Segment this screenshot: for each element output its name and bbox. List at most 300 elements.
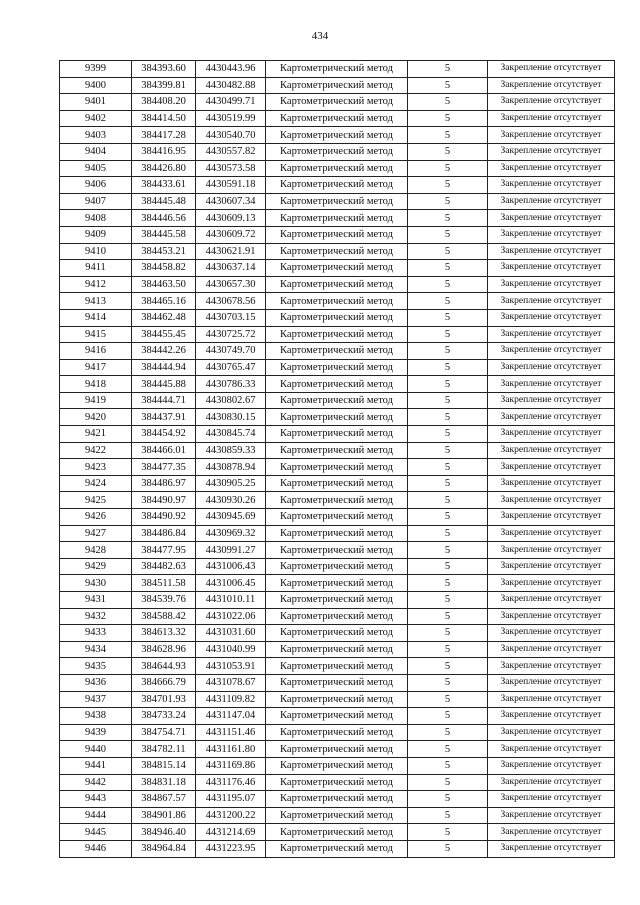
note-cell: Закрепление отсутствует [488,127,615,144]
x-coordinate-cell: 384433.61 [132,177,196,194]
point-number-cell: 9424 [60,475,132,492]
table-row [60,558,615,575]
accuracy-cell: 5 [408,143,488,160]
method-cell: Картометрический метод [266,641,408,658]
note-cell: Закрепление отсутствует [488,757,615,774]
note-cell: Закрепление отсутствует [488,193,615,210]
method-cell: Картометрический метод [266,525,408,542]
point-number-cell: 9442 [60,774,132,791]
note-cell: Закрепление отсутствует [488,459,615,476]
y-coordinate-cell: 4430557.82 [196,143,266,160]
y-coordinate-cell: 4430443.96 [196,61,266,78]
note-cell: Закрепление отсутствует [488,575,615,592]
method-cell: Картометрический метод [266,110,408,127]
table-row [60,608,615,625]
method-cell: Картометрический метод [266,824,408,841]
accuracy-cell: 5 [408,475,488,492]
y-coordinate-cell: 4430991.27 [196,542,266,559]
x-coordinate-cell: 384644.93 [132,658,196,675]
note-cell: Закрепление отсутствует [488,110,615,127]
y-coordinate-cell: 4431078.67 [196,674,266,691]
method-cell: Картометрический метод [266,442,408,459]
x-coordinate-cell: 384445.58 [132,226,196,243]
x-coordinate-cell: 384445.48 [132,193,196,210]
x-coordinate-cell: 384458.82 [132,260,196,277]
x-coordinate-cell: 384437.91 [132,409,196,426]
accuracy-cell: 5 [408,77,488,94]
note-cell: Закрепление отсутствует [488,658,615,675]
x-coordinate-cell: 384490.97 [132,492,196,509]
note-cell: Закрепление отсутствует [488,94,615,111]
accuracy-cell: 5 [408,193,488,210]
note-cell: Закрепление отсутствует [488,276,615,293]
table-row [60,807,615,824]
y-coordinate-cell: 4430657.30 [196,276,266,293]
table-row [60,210,615,227]
method-cell: Картометрический метод [266,143,408,160]
y-coordinate-cell: 4430519.99 [196,110,266,127]
x-coordinate-cell: 384477.35 [132,459,196,476]
table-row [60,691,615,708]
accuracy-cell: 5 [408,824,488,841]
x-coordinate-cell: 384445.88 [132,376,196,393]
x-coordinate-cell: 384416.95 [132,143,196,160]
method-cell: Картометрический метод [266,774,408,791]
y-coordinate-cell: 4431169.86 [196,757,266,774]
method-cell: Картометрический метод [266,658,408,675]
y-coordinate-cell: 4430749.70 [196,343,266,360]
accuracy-cell: 5 [408,276,488,293]
method-cell: Картометрический метод [266,326,408,343]
point-number-cell: 9415 [60,326,132,343]
point-number-cell: 9421 [60,426,132,443]
y-coordinate-cell: 4431214.69 [196,824,266,841]
table-row [60,492,615,509]
x-coordinate-cell: 384486.97 [132,475,196,492]
y-coordinate-cell: 4430573.58 [196,160,266,177]
x-coordinate-cell: 384867.57 [132,791,196,808]
method-cell: Картометрический метод [266,243,408,260]
method-cell: Картометрический метод [266,741,408,758]
accuracy-cell: 5 [408,226,488,243]
point-number-cell: 9404 [60,143,132,160]
point-number-cell: 9445 [60,824,132,841]
x-coordinate-cell: 384701.93 [132,691,196,708]
note-cell: Закрепление отсутствует [488,674,615,691]
table-row [60,459,615,476]
table-row [60,509,615,526]
table-row [60,708,615,725]
table-row [60,525,615,542]
note-cell: Закрепление отсутствует [488,774,615,791]
point-number-cell: 9438 [60,708,132,725]
accuracy-cell: 5 [408,724,488,741]
note-cell: Закрепление отсутствует [488,442,615,459]
accuracy-cell: 5 [408,343,488,360]
x-coordinate-cell: 384393.60 [132,61,196,78]
point-number-cell: 9419 [60,392,132,409]
method-cell: Картометрический метод [266,542,408,559]
y-coordinate-cell: 4431006.43 [196,558,266,575]
table-row [60,110,615,127]
accuracy-cell: 5 [408,94,488,111]
y-coordinate-cell: 4430930.26 [196,492,266,509]
y-coordinate-cell: 4430703.15 [196,309,266,326]
x-coordinate-cell: 384901.86 [132,807,196,824]
point-number-cell: 9435 [60,658,132,675]
y-coordinate-cell: 4430786.33 [196,376,266,393]
point-number-cell: 9403 [60,127,132,144]
accuracy-cell: 5 [408,309,488,326]
point-number-cell: 9439 [60,724,132,741]
x-coordinate-cell: 384455.45 [132,326,196,343]
accuracy-cell: 5 [408,658,488,675]
accuracy-cell: 5 [408,210,488,227]
x-coordinate-cell: 384462.48 [132,309,196,326]
y-coordinate-cell: 4430945.69 [196,509,266,526]
point-number-cell: 9429 [60,558,132,575]
y-coordinate-cell: 4430905.25 [196,475,266,492]
note-cell: Закрепление отсутствует [488,210,615,227]
note-cell: Закрепление отсутствует [488,143,615,160]
note-cell: Закрепление отсутствует [488,558,615,575]
note-cell: Закрепление отсутствует [488,376,615,393]
table-row [60,641,615,658]
table-row [60,193,615,210]
y-coordinate-cell: 4431022.06 [196,608,266,625]
table-row [60,359,615,376]
note-cell: Закрепление отсутствует [488,293,615,310]
method-cell: Картометрический метод [266,592,408,609]
y-coordinate-cell: 4431053.91 [196,658,266,675]
y-coordinate-cell: 4430765.47 [196,359,266,376]
method-cell: Картометрический метод [266,226,408,243]
accuracy-cell: 5 [408,575,488,592]
x-coordinate-cell: 384946.40 [132,824,196,841]
y-coordinate-cell: 4430725.72 [196,326,266,343]
y-coordinate-cell: 4431147.04 [196,708,266,725]
table-row [60,840,615,857]
note-cell: Закрепление отсутствует [488,475,615,492]
x-coordinate-cell: 384399.81 [132,77,196,94]
note-cell: Закрепление отсутствует [488,641,615,658]
note-cell: Закрепление отсутствует [488,243,615,260]
point-number-cell: 9409 [60,226,132,243]
accuracy-cell: 5 [408,492,488,509]
note-cell: Закрепление отсутствует [488,343,615,360]
x-coordinate-cell: 384417.28 [132,127,196,144]
accuracy-cell: 5 [408,592,488,609]
note-cell: Закрепление отсутствует [488,177,615,194]
method-cell: Картометрический метод [266,392,408,409]
table-row [60,376,615,393]
y-coordinate-cell: 4430637.14 [196,260,266,277]
y-coordinate-cell: 4430878.94 [196,459,266,476]
table-row [60,757,615,774]
point-number-cell: 9413 [60,293,132,310]
accuracy-cell: 5 [408,625,488,642]
x-coordinate-cell: 384782.11 [132,741,196,758]
point-number-cell: 9441 [60,757,132,774]
point-number-cell: 9425 [60,492,132,509]
point-number-cell: 9417 [60,359,132,376]
y-coordinate-cell: 4430802.67 [196,392,266,409]
method-cell: Картометрический метод [266,757,408,774]
note-cell: Закрепление отсутствует [488,509,615,526]
point-number-cell: 9399 [60,61,132,78]
point-number-cell: 9412 [60,276,132,293]
x-coordinate-cell: 384446.56 [132,210,196,227]
accuracy-cell: 5 [408,61,488,78]
coordinates-table-body [60,61,615,858]
table-row [60,791,615,808]
accuracy-cell: 5 [408,127,488,144]
x-coordinate-cell: 384539.76 [132,592,196,609]
x-coordinate-cell: 384964.84 [132,840,196,857]
method-cell: Картометрический метод [266,840,408,857]
x-coordinate-cell: 384466.01 [132,442,196,459]
table-row [60,442,615,459]
note-cell: Закрепление отсутствует [488,741,615,758]
point-number-cell: 9423 [60,459,132,476]
accuracy-cell: 5 [408,608,488,625]
point-number-cell: 9426 [60,509,132,526]
method-cell: Картометрический метод [266,674,408,691]
x-coordinate-cell: 384754.71 [132,724,196,741]
accuracy-cell: 5 [408,243,488,260]
table-row [60,276,615,293]
point-number-cell: 9401 [60,94,132,111]
point-number-cell: 9430 [60,575,132,592]
method-cell: Картометрический метод [266,807,408,824]
y-coordinate-cell: 4430830.15 [196,409,266,426]
point-number-cell: 9432 [60,608,132,625]
x-coordinate-cell: 384482.63 [132,558,196,575]
note-cell: Закрепление отсутствует [488,824,615,841]
method-cell: Картометрический метод [266,309,408,326]
y-coordinate-cell: 4430859.33 [196,442,266,459]
table-row [60,260,615,277]
x-coordinate-cell: 384588.42 [132,608,196,625]
y-coordinate-cell: 4431200.22 [196,807,266,824]
table-row [60,724,615,741]
table-row [60,94,615,111]
table-row [60,542,615,559]
note-cell: Закрепление отсутствует [488,160,615,177]
method-cell: Картометрический метод [266,475,408,492]
note-cell: Закрепление отсутствует [488,608,615,625]
method-cell: Картометрический метод [266,160,408,177]
method-cell: Картометрический метод [266,210,408,227]
table-row [60,77,615,94]
x-coordinate-cell: 384831.18 [132,774,196,791]
table-row [60,309,615,326]
y-coordinate-cell: 4430678.56 [196,293,266,310]
point-number-cell: 9408 [60,210,132,227]
note-cell: Закрепление отсутствует [488,260,615,277]
table-row [60,409,615,426]
table-row [60,824,615,841]
x-coordinate-cell: 384815.14 [132,757,196,774]
x-coordinate-cell: 384463.50 [132,276,196,293]
note-cell: Закрепление отсутствует [488,492,615,509]
accuracy-cell: 5 [408,293,488,310]
method-cell: Картометрический метод [266,359,408,376]
method-cell: Картометрический метод [266,625,408,642]
note-cell: Закрепление отсутствует [488,326,615,343]
accuracy-cell: 5 [408,110,488,127]
x-coordinate-cell: 384490.92 [132,509,196,526]
note-cell: Закрепление отсутствует [488,708,615,725]
accuracy-cell: 5 [408,409,488,426]
accuracy-cell: 5 [408,326,488,343]
accuracy-cell: 5 [408,160,488,177]
method-cell: Картометрический метод [266,276,408,293]
point-number-cell: 9406 [60,177,132,194]
table-row [60,326,615,343]
accuracy-cell: 5 [408,376,488,393]
x-coordinate-cell: 384477.95 [132,542,196,559]
accuracy-cell: 5 [408,641,488,658]
x-coordinate-cell: 384486.84 [132,525,196,542]
method-cell: Картометрический метод [266,691,408,708]
method-cell: Картометрический метод [266,61,408,78]
point-number-cell: 9405 [60,160,132,177]
point-number-cell: 9433 [60,625,132,642]
method-cell: Картометрический метод [266,492,408,509]
point-number-cell: 9420 [60,409,132,426]
method-cell: Картометрический метод [266,708,408,725]
point-number-cell: 9443 [60,791,132,808]
method-cell: Картометрический метод [266,94,408,111]
accuracy-cell: 5 [408,691,488,708]
table-row [60,127,615,144]
method-cell: Картометрический метод [266,575,408,592]
point-number-cell: 9427 [60,525,132,542]
y-coordinate-cell: 4431031.60 [196,625,266,642]
note-cell: Закрепление отсутствует [488,61,615,78]
accuracy-cell: 5 [408,840,488,857]
table-row [60,143,615,160]
y-coordinate-cell: 4431223.95 [196,840,266,857]
point-number-cell: 9437 [60,691,132,708]
method-cell: Картометрический метод [266,459,408,476]
accuracy-cell: 5 [408,177,488,194]
y-coordinate-cell: 4430499.71 [196,94,266,111]
table-row [60,774,615,791]
table-row [60,160,615,177]
accuracy-cell: 5 [408,542,488,559]
y-coordinate-cell: 4430540.70 [196,127,266,144]
x-coordinate-cell: 384511.58 [132,575,196,592]
point-number-cell: 9444 [60,807,132,824]
accuracy-cell: 5 [408,359,488,376]
note-cell: Закрепление отсутствует [488,542,615,559]
accuracy-cell: 5 [408,674,488,691]
method-cell: Картометрический метод [266,558,408,575]
accuracy-cell: 5 [408,509,488,526]
table-row [60,293,615,310]
note-cell: Закрепление отсутствует [488,840,615,857]
accuracy-cell: 5 [408,774,488,791]
point-number-cell: 9422 [60,442,132,459]
accuracy-cell: 5 [408,459,488,476]
note-cell: Закрепление отсутствует [488,625,615,642]
accuracy-cell: 5 [408,807,488,824]
note-cell: Закрепление отсутствует [488,724,615,741]
y-coordinate-cell: 4431151.46 [196,724,266,741]
table-row [60,592,615,609]
note-cell: Закрепление отсутствует [488,309,615,326]
point-number-cell: 9436 [60,674,132,691]
table-row [60,392,615,409]
method-cell: Картометрический метод [266,127,408,144]
method-cell: Картометрический метод [266,724,408,741]
note-cell: Закрепление отсутствует [488,77,615,94]
method-cell: Картометрический метод [266,293,408,310]
accuracy-cell: 5 [408,442,488,459]
y-coordinate-cell: 4430621.91 [196,243,266,260]
point-number-cell: 9410 [60,243,132,260]
method-cell: Картометрический метод [266,608,408,625]
y-coordinate-cell: 4431006.45 [196,575,266,592]
note-cell: Закрепление отсутствует [488,592,615,609]
point-number-cell: 9400 [60,77,132,94]
x-coordinate-cell: 384426.80 [132,160,196,177]
accuracy-cell: 5 [408,558,488,575]
accuracy-cell: 5 [408,392,488,409]
x-coordinate-cell: 384465.16 [132,293,196,310]
x-coordinate-cell: 384733.24 [132,708,196,725]
accuracy-cell: 5 [408,791,488,808]
y-coordinate-cell: 4430607.34 [196,193,266,210]
note-cell: Закрепление отсутствует [488,359,615,376]
y-coordinate-cell: 4431176.46 [196,774,266,791]
x-coordinate-cell: 384613.32 [132,625,196,642]
y-coordinate-cell: 4430609.13 [196,210,266,227]
method-cell: Картометрический метод [266,376,408,393]
y-coordinate-cell: 4430845.74 [196,426,266,443]
y-coordinate-cell: 4431010.11 [196,592,266,609]
table-row [60,741,615,758]
accuracy-cell: 5 [408,708,488,725]
x-coordinate-cell: 384628.96 [132,641,196,658]
x-coordinate-cell: 384453.21 [132,243,196,260]
note-cell: Закрепление отсутствует [488,392,615,409]
y-coordinate-cell: 4431109.82 [196,691,266,708]
y-coordinate-cell: 4431161.80 [196,741,266,758]
accuracy-cell: 5 [408,426,488,443]
table-row [60,426,615,443]
x-coordinate-cell: 384408.20 [132,94,196,111]
point-number-cell: 9431 [60,592,132,609]
method-cell: Картометрический метод [266,426,408,443]
method-cell: Картометрический метод [266,509,408,526]
table-row [60,226,615,243]
x-coordinate-cell: 384454.92 [132,426,196,443]
y-coordinate-cell: 4431040.99 [196,641,266,658]
table-row [60,658,615,675]
x-coordinate-cell: 384666.79 [132,674,196,691]
x-coordinate-cell: 384442.26 [132,343,196,360]
x-coordinate-cell: 384414.50 [132,110,196,127]
note-cell: Закрепление отсутствует [488,409,615,426]
note-cell: Закрепление отсутствует [488,226,615,243]
note-cell: Закрепление отсутствует [488,791,615,808]
x-coordinate-cell: 384444.71 [132,392,196,409]
y-coordinate-cell: 4430591.18 [196,177,266,194]
x-coordinate-cell: 384444.94 [132,359,196,376]
